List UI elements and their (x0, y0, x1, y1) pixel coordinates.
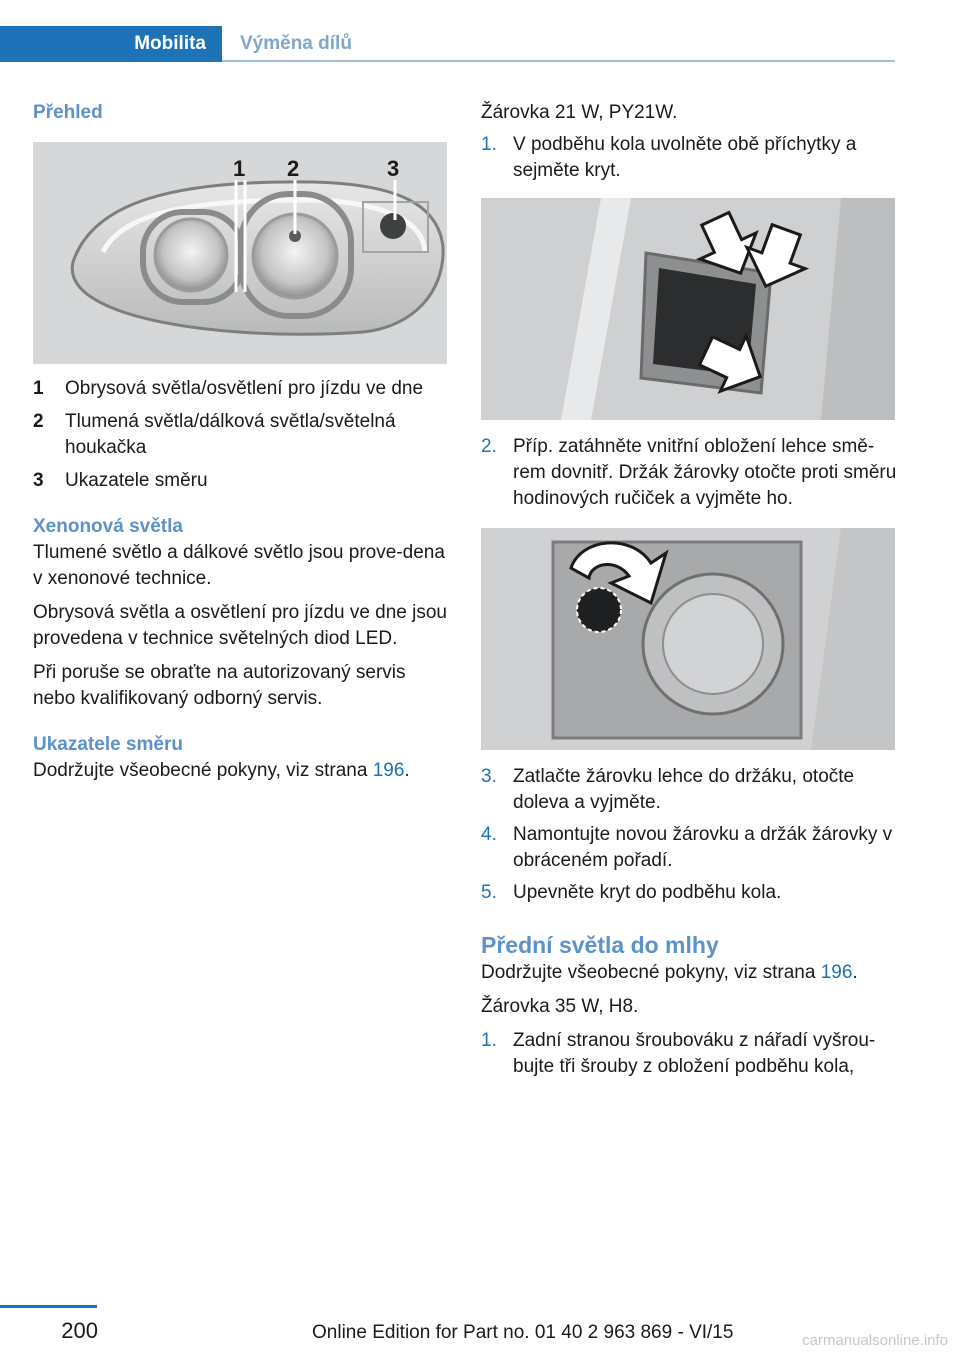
tab-vymena-dilu-label: Výměna dílů (240, 33, 352, 54)
step-item (481, 132, 897, 184)
callout-1: 1 (233, 156, 246, 181)
step-text: V podběhu kola uvolněte obě příchytky a sejměte kryt. (513, 134, 857, 181)
step-item (481, 1028, 897, 1080)
bulb-spec: Žárovka 21 W, PY21W. (481, 102, 678, 123)
steps-list-c (481, 764, 897, 906)
legend-item (33, 376, 451, 402)
legend-num: 3 (33, 470, 44, 491)
legend-text: Obrysová světla/osvětlení pro jízdu ve dne (65, 378, 424, 399)
step-num: 3. (481, 766, 497, 787)
fog-lights-text: Dodržujte všeobecné pokyny, viz strana (481, 962, 821, 983)
xenon-paragraph-1: Tlumené světlo a dálkové světlo jsou prove‐dena v xenonové technice. (33, 542, 445, 589)
edition-text: Online Edition for Part no. 01 40 2 963 869 - VI/15 (312, 1322, 734, 1343)
fog-lights-end: . (852, 962, 858, 983)
legend-list (33, 376, 451, 494)
step-item (481, 822, 897, 874)
tab-mobilita[interactable] (0, 26, 222, 62)
step-num: 1. (481, 134, 497, 155)
step-text: Zatlačte žárovku lehce do držáku, otočte doleva a vyjměte. (513, 766, 855, 813)
bulb-holder-figure (481, 528, 895, 750)
header-rule (222, 60, 895, 62)
headlight-illustration (33, 142, 447, 364)
xenon-heading: Xenonová světla (33, 516, 183, 537)
bulb-holder-illustration (481, 528, 895, 750)
step-item (481, 880, 897, 906)
page-link-196-fog[interactable]: 196 (820, 962, 853, 983)
headlight-figure (33, 142, 447, 364)
legend-num: 2 (33, 411, 44, 432)
step-num: 5. (481, 882, 497, 903)
right-column (481, 100, 897, 1080)
wheel-arch-illustration (481, 198, 895, 420)
xenon-paragraph-2: Obrysová světla a osvětlení pro jízdu ve dne jsou provedena v technice světelných diod LED. (33, 602, 448, 649)
legend-text: Ukazatele směru (65, 470, 208, 491)
watermark: carmanualsonline.info (802, 1332, 948, 1349)
left-column (33, 100, 451, 784)
tab-mobilita-label: Mobilita (134, 33, 206, 54)
steps-list-a (481, 132, 897, 184)
step-item (481, 434, 897, 512)
legend-num: 1 (33, 378, 44, 399)
step-num: 2. (481, 436, 497, 457)
callout-3: 3 (387, 156, 400, 181)
page-number: 200 (61, 1318, 98, 1343)
step-text: Zadní stranou šroubováku z nářadí vyšrou‐bujte tři šrouby z obložení podběhu kola, (513, 1030, 876, 1077)
xenon-paragraph-3: Při poruše se obraťte na autorizovaný servis nebo kvalifikovaný odborný servis. (33, 662, 406, 709)
overview-heading: Přehled (33, 102, 103, 123)
turn-signal-text: Dodržujte všeobecné pokyny, viz strana (33, 760, 373, 781)
fog-lights-heading: Přední světla do mlhy (481, 932, 719, 958)
fog-lights-paragraph (481, 960, 897, 986)
page-link-196[interactable]: 196 (372, 760, 405, 781)
wheel-arch-cover-figure (481, 198, 895, 420)
legend-text: Tlumená světla/dálková světla/světelná houkačka (65, 411, 396, 458)
turn-signal-paragraph (33, 758, 451, 784)
steps-list-fog (481, 1028, 897, 1080)
step-text: Upevněte kryt do podběhu kola. (513, 882, 782, 903)
step-num: 1. (481, 1030, 497, 1051)
page-header (0, 0, 960, 64)
tab-vymena-dilu[interactable] (240, 26, 352, 62)
steps-list-b (481, 434, 897, 512)
turn-signal-end: . (404, 760, 410, 781)
step-item (481, 764, 897, 816)
fog-bulb-spec: Žárovka 35 W, H8. (481, 996, 639, 1017)
step-text: Příp. zatáhněte vnitřní obložení lehce smě‐rem dovnitř. Držák žárovky otočte proti směru hodinových ručiček a vyjměte ho. (513, 436, 897, 509)
callout-2: 2 (287, 156, 300, 181)
turn-signal-heading: Ukazatele směru (33, 734, 183, 755)
footer-rule (0, 1305, 97, 1308)
legend-item (33, 468, 451, 494)
step-num: 4. (481, 824, 497, 845)
step-text: Namontujte novou žárovku a držák žárovky v obráceném pořadí. (513, 824, 893, 871)
legend-item (33, 409, 451, 461)
